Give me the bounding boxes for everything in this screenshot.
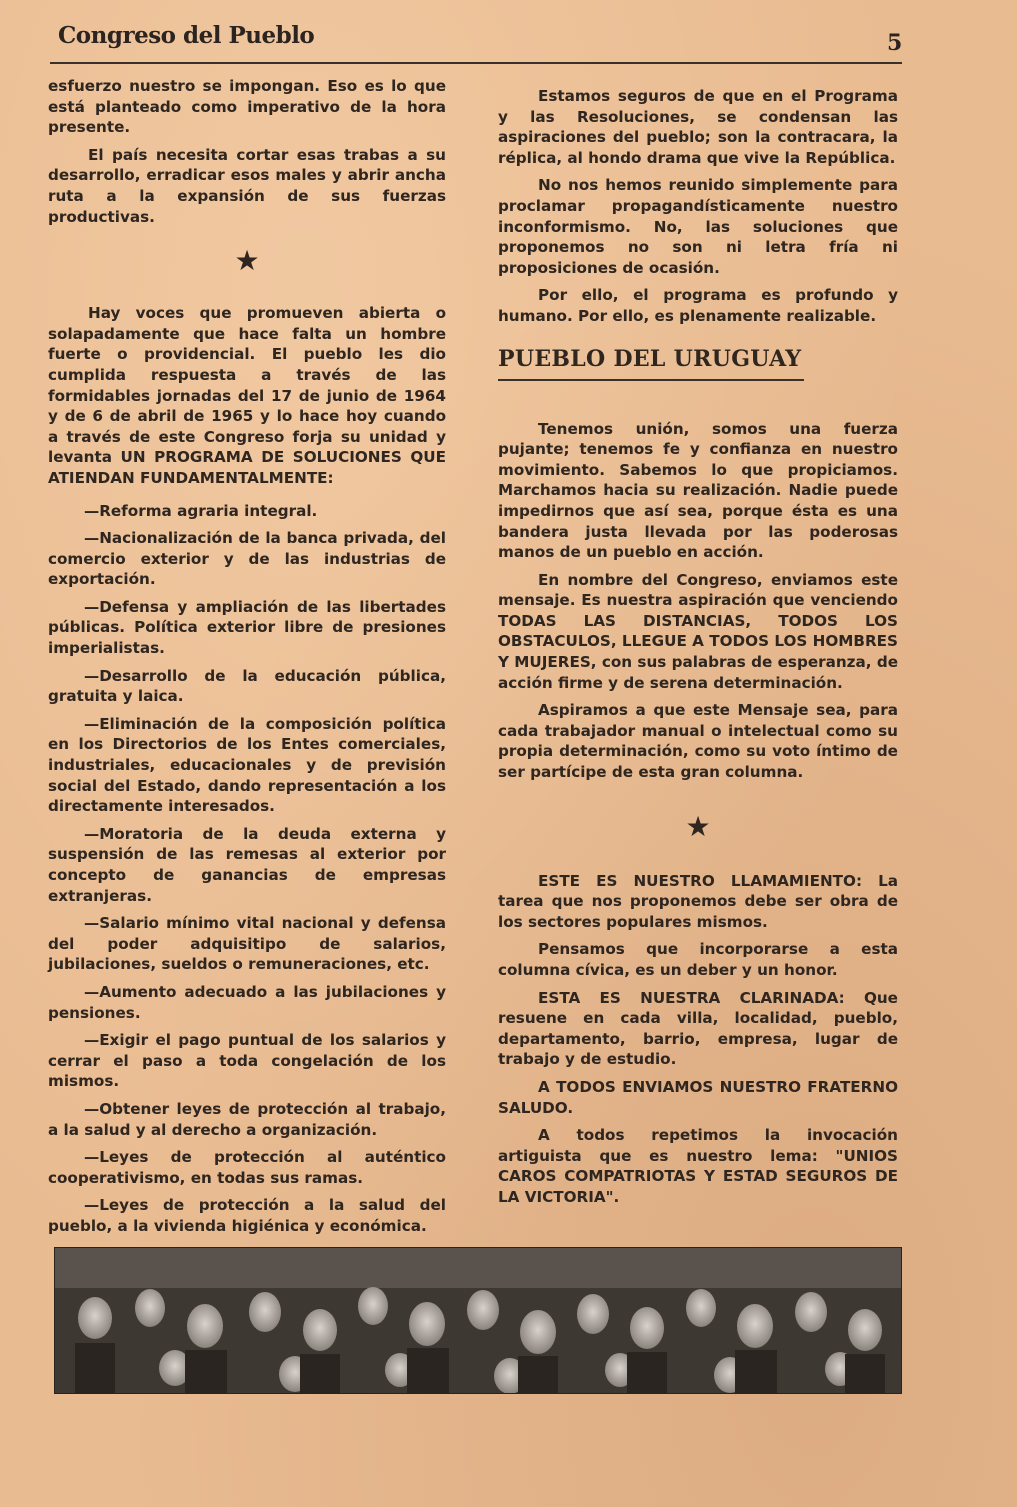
star-icon: ★ [234,244,260,278]
list-item: —Defensa y ampliación de las libertades públicas. Política exterior libre de presiones imperialistas. [48,597,446,658]
spacer [498,381,898,419]
section-heading: PUEBLO DEL URUGUAY [498,345,804,381]
page-number: 5 [887,30,903,56]
crowd-photo-image [55,1248,901,1393]
right-column [498,86,898,1215]
list-item: —Moratoria de la deuda externa y suspensión de las remesas al exterior por concepto de ganancias de empresas extranjeras. [48,824,446,905]
paragraph: El país necesita cortar esas trabas a su desarrollo, erradicar esos males y abrir ancha ruta a la expansión de sus fuerzas productivas. [48,145,446,226]
paragraph: Pensamos que incorporarse a esta columna cívica, es un deber y un honor. [498,940,898,979]
paragraph: esfuerzo nuestro se impongan. Eso es lo que está planteado como imperativo de la hora presente. [48,77,446,137]
demands-list [48,501,446,1237]
list-item: —Obtener leyes de protección al trabajo, a la salud y al derecho a organización. [48,1099,446,1139]
paragraph: Aspiramos a que este Mensaje sea, para cada trabajador manual o intelectual como su propia determinación, como su voto íntimo de ser partícipe de esta gran columna. [498,701,898,782]
paragraph: Tenemos unión, somos una fuerza pujante; tenemos fe y confianza en nuestro movimiento. Sabemos lo que propiciamos. Marchamos hacia su realización. Nadie puede impedirnos que así sea, porque ésta es una bandera justa llevada por las poderosas manos de un pueblo en acción. [498,419,898,562]
list-item: —Nacionalización de la banca privada, del comercio exterior y de las industrias de exportación. [48,529,446,589]
list-item: —Salario mínimo vital nacional y defensa del poder adquisitipo de salarios, jubilaciones, sueldos o remuneraciones, etc. [48,914,446,974]
paragraph: Por ello, el programa es profundo y humano. Por ello, es plenamente realizable. [498,286,898,325]
paragraph: Hay voces que promueven abierta o solapadamente que hace falta un hombre fuerte o providencial. El pueblo les dio cumplida respuesta a través de las formidables jornadas del 17 de junio de 1964 y de 6 de abril de 1965 y lo hace hoy cuando a través de este Congreso forja su unidad y levanta UN PROGRAMA DE SOLUCIONES QUE ATIENDAN FUNDAMENTALMENTE: [48,304,446,487]
left-column [48,76,446,1244]
list-item: —Leyes de protección a la salud del pueblo, a la vivienda higiénica y económica. [48,1196,446,1235]
crowd-photo [54,1247,902,1394]
paragraph: ESTE ES NUESTRO LLAMAMIENTO: La tarea que nos proponemos debe ser obra de los sectores populares mismos. [498,871,898,931]
paragraph: No nos hemos reunido simplemente para proclamar propagandísticamente nuestro inconformismo. No, las soluciones que proponemos no son ni letra fría ni proposiciones de ocasión. [498,176,898,277]
header-rule [50,62,902,64]
list-item: —Aumento adecuado a las jubilaciones y pensiones. [48,982,446,1022]
list-item: —Leyes de protección al auténtico cooperativismo, en todas sus ramas. [48,1148,446,1187]
star-icon: ★ [685,809,711,843]
paragraph: En nombre del Congreso, enviamos este mensaje. Es nuestra aspiración que venciendo TODAS LAS DISTANCIAS, TODOS LOS OBSTACULOS, LLEGUE A TODOS LOS HOMBRES Y MUJERES, con sus palabras de esperanza, de acción firme y de serena determinación. [498,570,898,692]
list-item: —Reforma agraria integral. [84,501,318,520]
publication-title: Congreso del Pueblo [58,22,315,49]
paragraph: A TODOS ENVIAMOS NUESTRO FRATERNO SALUDO. [498,1077,898,1117]
paragraph: ESTA ES NUESTRA CLARINADA: Que resuene en cada villa, localidad, pueblo, departamento, barrio, empresa, lugar de trabajo y de estudio. [498,988,898,1069]
paragraph: Estamos seguros de que en el Programa y las Resoluciones, se condensan las aspiraciones del pueblo; son la contracara, la réplica, al hondo drama que vive la República. [498,87,898,167]
paragraph: A todos repetimos la invocación artiguista que es nuestro lema: "UNIOS CAROS COMPATRIOTAS Y ESTAD SEGUROS DE LA VICTORIA". [498,1126,898,1206]
list-item: —Eliminación de la composición política en los Directorios de los Entes comerciales, industriales, educacionales y de previsión social del Estado, dando representación a los directamente interesados. [48,714,446,816]
list-item: —Exigir el pago puntual de los salarios y cerrar el paso a toda congelación de los mismos. [48,1031,446,1091]
list-item: —Desarrollo de la educación pública, gratuita y laica. [48,666,446,706]
